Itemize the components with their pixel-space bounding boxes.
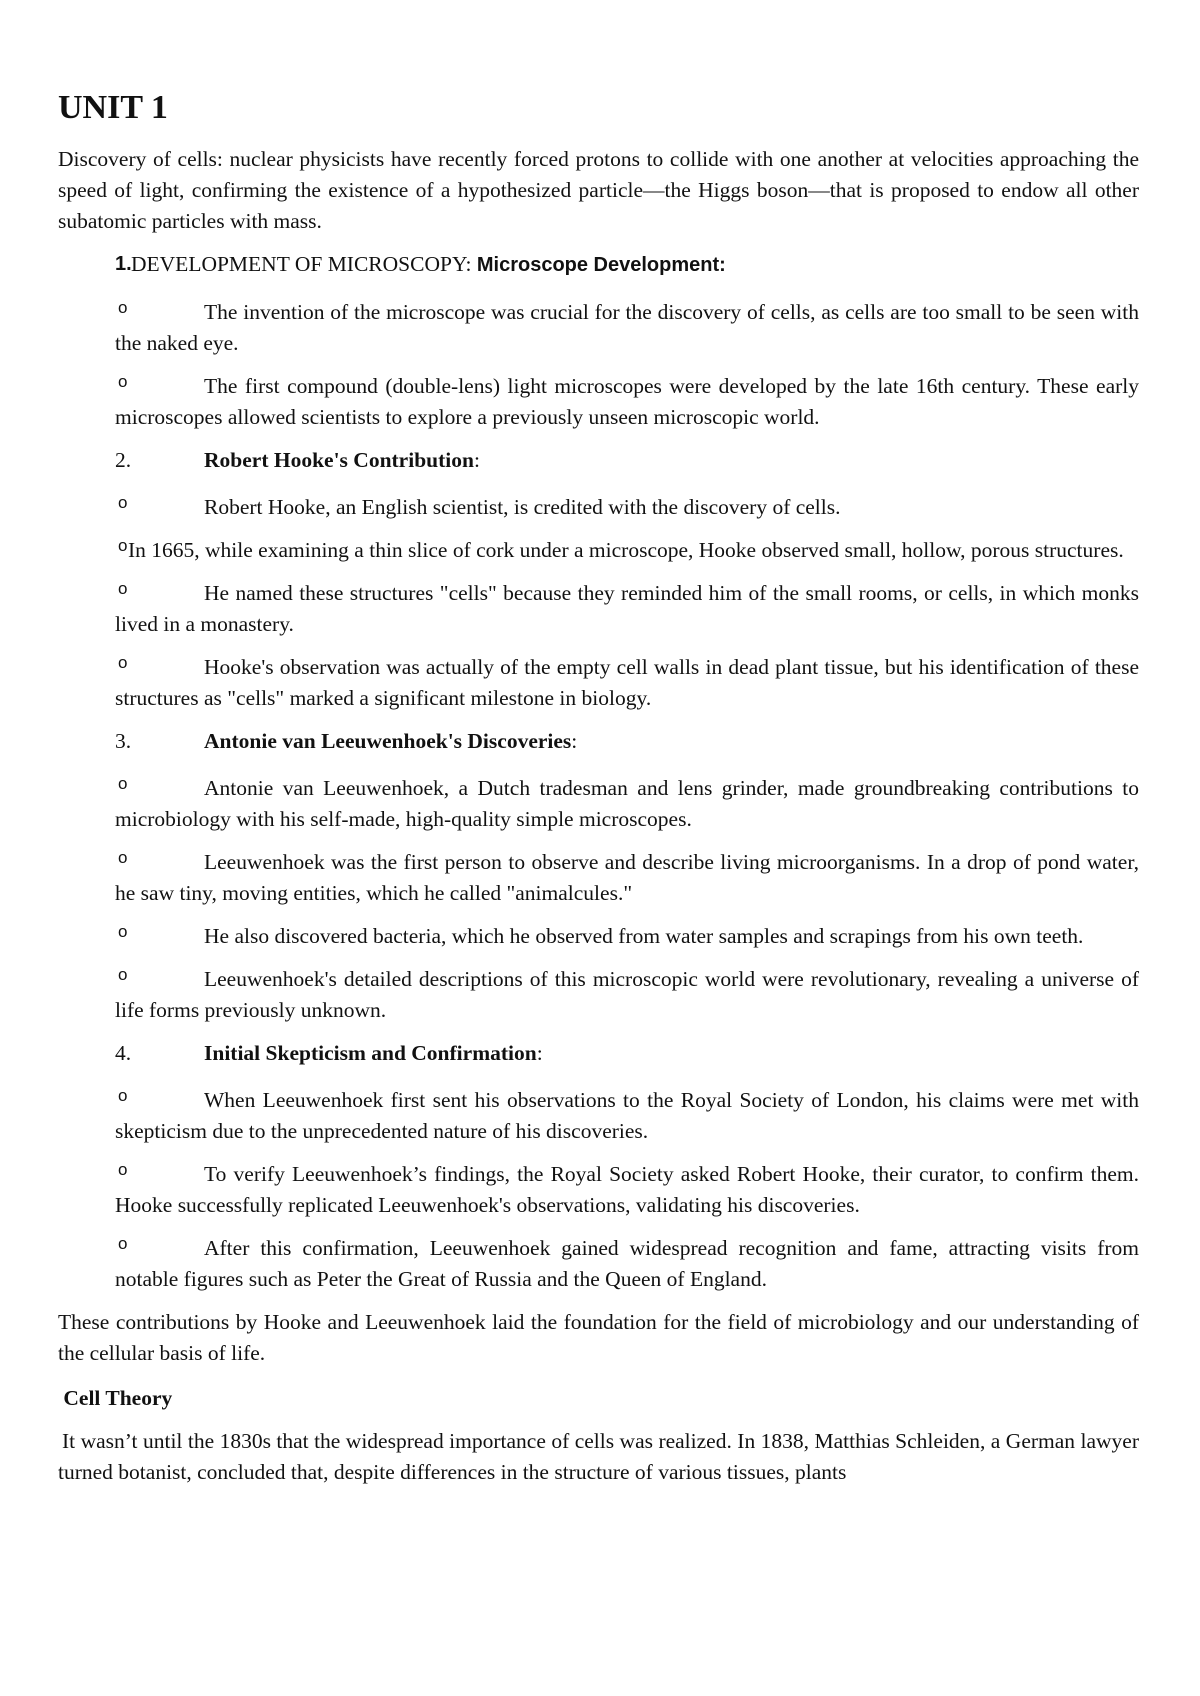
- section-heading-4: [58, 1038, 1139, 1069]
- list-item: [58, 652, 1139, 714]
- bullet-text: The invention of the microscope was crucial for the discovery of cells, as cells are too small to be seen with the naked eye.: [115, 300, 1139, 355]
- section-lead: DEVELOPMENT OF MICROSCOPY:: [131, 252, 477, 276]
- bullet-text: When Leeuwenhoek first sent his observations to the Royal Society of London, his claims were met with skepticism due to the unprecedented nature of his discoveries.: [115, 1088, 1139, 1143]
- bullet-mark: o: [118, 848, 128, 867]
- section-title: Initial Skepticism and Confirmation: [204, 1041, 537, 1065]
- list-item: [58, 492, 1139, 523]
- section-suffix: :: [536, 1041, 543, 1065]
- section-title: Robert Hooke's Contribution: [204, 448, 474, 472]
- section-number: 4.: [115, 1041, 132, 1065]
- bullet-mark: o: [118, 1086, 128, 1105]
- bullet-text: In 1665, while examining a thin slice of cork under a microscope, Hooke observed small, hollow, porous structures.: [128, 538, 1124, 562]
- cell-theory-heading: Cell Theory: [63, 1386, 173, 1410]
- list-item: [58, 964, 1139, 1026]
- list-item: [58, 578, 1139, 640]
- list-item: [58, 371, 1139, 433]
- section-title: Antonie van Leeuwenhoek's Discoveries: [204, 729, 572, 753]
- bullet-text: He named these structures "cells" because they reminded him of the small rooms, or cells, in which monks lived in a monastery.: [115, 581, 1139, 636]
- bullet-text: After this confirmation, Leeuwenhoek gained widespread recognition and fame, attracting visits from notable figures such as Peter the Great of Russia and the Queen of England.: [115, 1236, 1139, 1291]
- section-suffix: :: [571, 729, 578, 753]
- intro-paragraph: Discovery of cells: nuclear physicists have recently forced protons to collide with one another at velocities approaching the speed of light, confirming the existence of a hypothesized particle—the Higgs boson—that is proposed to endow all other subatomic particles with mass.: [58, 147, 1139, 233]
- bullet-text: Leeuwenhoek was the first person to observe and describe living microorganisms. In a drop of pond water, he saw tiny, moving entities, which he called "animalcules.": [115, 850, 1139, 905]
- list-item: [58, 297, 1139, 359]
- bullet-mark: o: [118, 579, 128, 598]
- bullet-text: The first compound (double-lens) light microscopes were developed by the late 16th century. These early microscopes allowed scientists to explore a previously unseen microscopic world.: [115, 374, 1139, 429]
- bullet-mark: o: [118, 493, 128, 512]
- bullet-text: Hooke's observation was actually of the empty cell walls in dead plant tissue, but his identification of these structures as "cells" marked a significant milestone in biology.: [115, 655, 1139, 710]
- bullet-text: He also discovered bacteria, which he observed from water samples and scrapings from his own teeth.: [204, 924, 1084, 948]
- section-suffix: :: [473, 448, 480, 472]
- bullet-text: Robert Hooke, an English scientist, is credited with the discovery of cells.: [204, 495, 841, 519]
- list-item: [58, 535, 1139, 566]
- list-item: [58, 847, 1139, 909]
- section-number: 2.: [115, 448, 132, 472]
- list-item: [58, 921, 1139, 952]
- bullet-text: Leeuwenhoek's detailed descriptions of this microscopic world were revolutionary, revealing a universe of life forms previously unknown.: [115, 967, 1139, 1022]
- section-number: 1.: [115, 253, 132, 275]
- bullet-mark: o: [118, 536, 128, 555]
- page-title: UNIT 1: [58, 89, 168, 126]
- bullet-mark: o: [118, 653, 128, 672]
- bullet-mark: o: [118, 774, 128, 793]
- section-number: 3.: [115, 729, 132, 753]
- bullet-mark: o: [118, 922, 128, 941]
- bullet-mark: o: [118, 298, 128, 317]
- section-heading-2: [58, 445, 1139, 476]
- list-item: [58, 773, 1139, 835]
- bullet-text: Antonie van Leeuwenhoek, a Dutch tradesman and lens grinder, made groundbreaking contributions to microbiology with his self-made, high-quality simple microscopes.: [115, 776, 1139, 831]
- bullet-mark: o: [118, 1160, 128, 1179]
- list-item: [58, 1233, 1139, 1295]
- section-heading-1: [58, 249, 1139, 281]
- section-title: Microscope Development:: [476, 254, 726, 276]
- bullet-text: To verify Leeuwenhoek’s findings, the Royal Society asked Robert Hooke, their curator, to confirm them. Hooke successfully replicated Leeuwenhoek's observations, validating his discoveries.: [115, 1162, 1139, 1217]
- closing-paragraph: These contributions by Hooke and Leeuwenhoek laid the foundation for the field of microbiology and our understanding of the cellular basis of life.: [58, 1310, 1139, 1365]
- document-page: [58, 84, 1139, 1488]
- bullet-mark: o: [118, 1234, 128, 1253]
- list-item: [58, 1159, 1139, 1221]
- bullet-mark: o: [118, 372, 128, 391]
- cell-theory-paragraph: It wasn’t until the 1830s that the widespread importance of cells was realized. In 1838, Matthias Schleiden, a German lawyer turned botanist, concluded that, despite differences in the structure of various tissues, plants: [58, 1429, 1139, 1484]
- section-heading-3: [58, 726, 1139, 757]
- bullet-mark: o: [118, 965, 128, 984]
- list-item: [58, 1085, 1139, 1147]
